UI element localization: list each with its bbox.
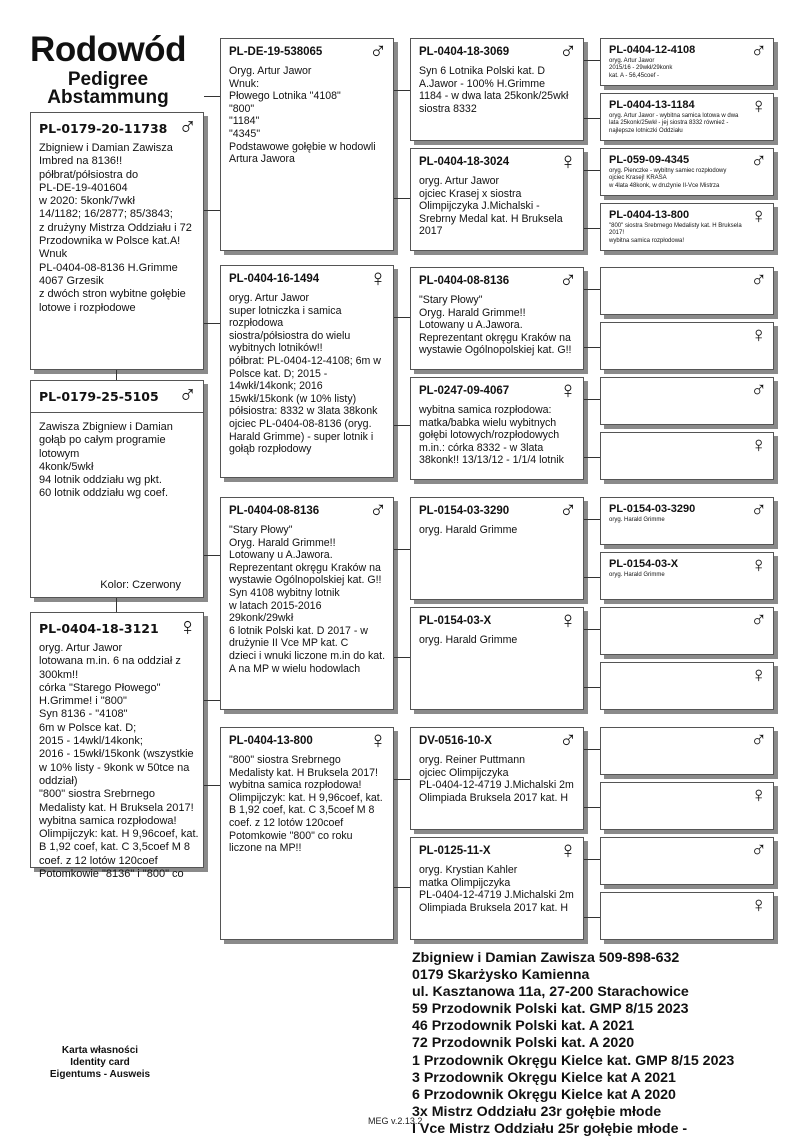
pigeon-description: oryg. Reiner Puttmann ojciec Olimpijczyka PL-0404-12-4719 J.Michalski 2m Olimpiada Bruksela 2017 kat. H [419,754,574,804]
connector-line [116,598,117,612]
owner-info-line: Zbigniew i Damian Zawisza 509-898-632 [412,950,680,966]
ring-number: PL-0247-09-4067 [419,385,510,397]
connector-line [584,347,600,348]
connector-line [394,657,410,658]
connector-line [584,917,600,918]
ring-number: PL-0125-11-X [419,845,491,857]
owner-info-line: 3x Mistrz Oddziału 23r gołębie młode [412,1103,662,1120]
female-symbol-icon: ♀ [750,552,767,577]
ring-number: PL-059-09-4345 [609,154,690,166]
version-label: MEG v.2.13.2 [368,1116,423,1126]
pigeon-card-gen2[interactable] [220,497,394,710]
pigeon-description: wybitna samica rozpłodowa: matka/babka wielu wybitnych gołębi lotowych/rozpłodowych m.in.: córka 8332 - w 3lata 38konk!! 13/13/12 - 1/1/4 lotnik [419,404,564,467]
ring-number [601,788,773,802]
connector-line [204,555,220,556]
connector-line [584,118,600,119]
female-symbol-icon: ♀ [750,782,767,807]
female-symbol-icon: ♀ [750,662,767,687]
ring-number: PL-0179-25-5105 [31,381,203,413]
connector-line [584,170,600,171]
pigeon-description: oryg. Artur Jawor 2015/16 - 29wkł/29konk kat. A - 56,45coef - [609,58,673,79]
pigeon-description: Zawisza Zbigniew i Damian gołąb po całym programie lotowym 4konk/5wkł 94 lotnik oddziału wg pkt. 60 lotnik oddziału wg coef. [39,421,173,500]
pigeon-card-gen3[interactable] [410,377,584,480]
pigeon-card-gen3[interactable] [410,148,584,251]
ring-number [601,383,773,397]
ring-number: PL-0154-03-X [609,558,679,570]
connector-line [394,198,410,199]
pigeon-card-gen4[interactable] [600,377,774,425]
pigeon-description: "Stary Płowy" Oryg. Harald Grimme!! Lotowany u A.Jawora. Reprezentant okręgu Kraków na wystawie Ogólnopolskiej kat. G!! [419,294,572,357]
male-symbol-icon: ♂ [750,497,767,522]
ring-number: PL-0404-12-4108 [609,44,696,56]
female-symbol-icon: ♀ [750,432,767,457]
female-symbol-icon: ♀ [750,203,767,228]
pigeon-description: oryg. Artur Jawor super lotniczka i samica rozpłodowa siostra/półsiostra do wielu wybitnych lotników!! półbrat: PL-0404-12-4108; 6m w Polsce kat. D; 2015 - 14wkł/14konk; 2016 15wkł/15konk (w 10% listy) półsiostra: 8332 w 3lata 38konk ojciec PL-0404-08-8136 (oryg. Harald Grimme) - super lotnik i gołąb rozpłodowy [229,292,381,456]
male-symbol-icon: ♂ [559,727,577,754]
male-symbol-icon: ♂ [178,381,197,409]
connector-line [204,96,220,97]
connector-line [584,289,600,290]
pigeon-card-gen4[interactable] [600,662,774,710]
pigeon-card-gen2[interactable] [220,38,394,251]
pigeon-card-gen3[interactable] [410,497,584,600]
connector-line [584,228,600,229]
ring-number: PL-0154-03-3290 [609,503,696,515]
ring-number [601,733,773,747]
subtitle-german: Abstammung [47,87,169,108]
ring-number: PL-0404-13-800 [229,735,313,747]
pigeon-card-gen4[interactable] [600,892,774,940]
male-symbol-icon: ♂ [750,727,767,752]
pigeon-card-gen4[interactable] [600,38,774,86]
owner-info [412,950,734,1138]
ring-number: PL-0404-18-3069 [419,46,510,58]
subtitle-english: Pedigree [67,69,149,90]
connector-line [584,749,600,750]
pigeon-card-gen1[interactable] [30,612,204,881]
connector-line [584,457,600,458]
pigeon-card-gen4[interactable] [600,837,774,885]
pigeon-card-gen4[interactable] [600,727,774,775]
male-symbol-icon: ♂ [559,267,577,294]
ring-number: PL-0179-20-11738 [39,121,168,136]
pigeon-description: oryg. Artur Jawor ojciec Krasej x siostra Olimpijczyka J.Michalski - Srebrny Medal kat. H Bruksela 2017 [419,175,563,238]
connector-line [394,90,410,91]
ring-number [601,438,773,452]
connector-line [584,687,600,688]
ring-number: PL-0404-16-1494 [229,273,320,285]
male-symbol-icon: ♂ [750,38,767,63]
connector-line [394,887,410,888]
pigeon-card-gen3[interactable] [410,607,584,710]
male-symbol-icon: ♂ [750,148,767,173]
ring-number: PL-0404-18-3121 [39,621,159,636]
pigeon-card-gen1[interactable] [30,380,204,598]
pigeon-description: oryg. Harald Grimme [609,517,665,523]
owner-info-line: I Vce Mistrz Oddziału 25r gołębie młode - [412,1120,688,1137]
pigeon-card-gen1[interactable] [30,112,204,370]
owner-info-line: 59 Przodownik Polski kat. GMP 8/15 2023 [412,1001,689,1018]
connector-line [116,370,117,380]
owner-info-line: 0179 Skarżysko Kamienna [412,967,590,984]
connector-line [584,60,600,61]
pigeon-card-gen4[interactable] [600,497,774,545]
pigeon-card-gen4[interactable] [600,93,774,141]
pigeon-card-gen4[interactable] [600,552,774,600]
identity-card-pl: Karta własności [61,1045,139,1056]
pigeon-card-gen3[interactable] [410,267,584,370]
pigeon-description: Oryg. Artur Jawor Wnuk: Płowego Lotnika "4108" "800" "1184" "4345" Podstawowe gołębie w hodowli Artura Jawora [229,65,376,166]
pigeon-description: oryg. Artur Jawor lotowana m.in. 6 na oddział z 300km!! córka "Starego Płowego" H.Grimme! i "800" Syn 8136 - "4108" 6m w Polsce kat. D; 2015 - 14wkl/14konk; 2016 - 15wkł/15konk (wszystkie w 10% listy - 9konk w 50tce na oddział) "800" siostra Srebrnego Medalisty kat. H Bruksela 2017! wybitna samica rozpłodowa! Olimpijczyk: kat. H 9,96coef, kat. B 1,92 coef, kat. C 3,5coef M 8 coef. z 12 lotów 120coef Potomkowie "8136" i "800" co [39,642,199,881]
owner-info-line: ul. Kasztanowa 11a, 27-200 Starachowice [412,984,689,1001]
male-symbol-icon: ♂ [178,113,197,141]
female-symbol-icon: ♀ [369,265,387,292]
pigeon-card-gen4[interactable] [600,267,774,315]
female-symbol-icon: ♀ [559,148,577,175]
female-symbol-icon: ♀ [750,322,767,347]
owner-info-line: 46 Przodownik Polski kat. A 2021 [412,1018,635,1035]
pigeon-card-gen4[interactable] [600,607,774,655]
pigeon-description: oryg. Harald Grimme [419,634,518,646]
pigeon-card-gen4[interactable] [600,432,774,480]
pigeon-description: "Stary Płowy" Oryg. Harald Grimme!! Lotowany u A.Jawora. Reprezentant okręgu Kraków na wystawie Ogólnopolskiej kat. G!! Syn 4108 wybitny lotnik w latach 2015-2016 29konk/29wkł 6 lotnik Polski kat. D 2017 - w drużynie II Vce MP kat. C dzieci i wnuki liczone m.in do kat. A na MP w wielu hodowlach [229,524,386,675]
connector-line [394,549,410,550]
connector-line [204,323,220,324]
ring-number: PL-0154-03-3290 [419,505,510,517]
pigeon-description: Zbigniew i Damian Zawisza Imbred na 8136!! półbrat/półsiostra do PL-DE-19-401604 w 2020: 5konk/7wkł 14/1182; 16/2877; 85/3843; z drużyny Mistrza Oddziału i 72 Przodownika w Polsce kat.A! Wnuk PL-0404-08-8136 H.Grimme 4067 Grzesik z dwóch stron wybitne gołębie lotowe i rozpłodowe [39,142,192,314]
ring-number: PL-0404-13-800 [609,209,690,221]
pigeon-description: oryg. Harald Grimme [419,524,518,536]
ring-number: PL-DE-19-538065 [229,46,323,58]
pigeon-card-gen3[interactable] [410,38,584,141]
pigeon-card-gen3[interactable] [410,837,584,940]
connector-line [394,779,410,780]
female-symbol-icon: ♀ [559,837,577,864]
male-symbol-icon: ♂ [750,267,767,292]
male-symbol-icon: ♂ [369,497,387,524]
pigeon-description: "800" siostra Srebrnego Medalisty kat. H Bruksela 2017! wybitna samica rozpłodowa! Olimpijczyk: kat. H 9,96coef, kat. B 1,92 coef, kat. C 3,5coef M 8 coef. z 12 lotów 120coef Potomkowie "800" co roku liczone na MP!! [229,754,383,855]
pigeon-card-gen4[interactable] [600,203,774,251]
ring-number: PL-0404-13-1184 [609,99,695,111]
ring-number: PL-0154-03-X [419,615,492,627]
pigeon-card-gen4[interactable] [600,148,774,196]
color-label: Kolor: Czerwony [100,579,181,591]
pigeon-description: "800" siostra Srebrnego Medalisty kat. H Bruksela 2017! wybitna samica rozpłodowa! [609,223,742,244]
ring-number: PL-0404-18-3024 [419,156,510,168]
female-symbol-icon: ♀ [178,613,197,641]
ring-number: PL-0404-08-8136 [419,275,510,287]
connector-line [204,700,220,701]
ring-number [601,328,773,342]
pigeon-description: Syn 6 Lotnika Polski kat. D A.Jawor - 100% H.Grimme 1184 - w dwa lata 25konk/25wkł siostra 8332 [419,65,569,115]
ring-number: DV-0516-10-X [419,735,492,747]
pigeon-card-gen2[interactable] [220,265,394,478]
connector-line [584,399,600,400]
female-symbol-icon: ♀ [750,892,767,917]
connector-line [584,859,600,860]
male-symbol-icon: ♂ [750,837,767,862]
connector-line [584,807,600,808]
pigeon-description: oryg. Krystian Kahler matka Olimpijczyka PL-0404-12-4719 J.Michalski 2m Olimpiada Bruksela 2017 kat. H [419,864,574,914]
male-symbol-icon: ♂ [750,377,767,402]
owner-info-line: 3 Przodownik Okręgu Kielce kat A 2021 [412,1069,676,1086]
ring-number [601,843,773,857]
pigeon-description: oryg. Harald Grimme [609,572,665,578]
female-symbol-icon: ♀ [559,377,577,404]
pigeon-card-gen3[interactable] [410,727,584,830]
male-symbol-icon: ♂ [369,38,387,65]
female-symbol-icon: ♀ [559,607,577,634]
connector-line [584,577,600,578]
owner-info-line: 1 Przodownik Okręgu Kielce kat. GMP 8/15 2023 [412,1052,735,1069]
female-symbol-icon: ♀ [750,93,767,118]
ring-number: PL-0404-08-8136 [229,505,320,517]
ring-number [601,613,773,627]
ring-number [601,668,773,682]
female-symbol-icon: ♀ [369,727,387,754]
connector-line [584,629,600,630]
page-title: Rodowód [30,30,186,69]
identity-card-en: Identity card [70,1057,130,1068]
connector-line [204,210,220,211]
connector-line [584,519,600,520]
identity-card-de: Eigentums - Ausweis [49,1069,151,1080]
identity-card-label [30,1045,170,1081]
ring-number [601,898,773,912]
pigeon-card-gen2[interactable] [220,727,394,940]
ring-number [601,273,773,287]
connector-line [394,317,410,318]
male-symbol-icon: ♂ [559,497,577,524]
connector-line [394,425,410,426]
owner-info-line: 72 Przodownik Polski kat. A 2020 [412,1035,635,1052]
male-symbol-icon: ♂ [750,607,767,632]
pigeon-description: oryg. Pienczke - wybitny samiec rozpłodowy ojciec Krasej! KRASA w 4lata 48konk, w drużynie II-Vce Mistrza [609,168,727,189]
pigeon-card-gen4[interactable] [600,322,774,370]
pigeon-description: oryg. Artur Jawor - wybitna samica lotowa w dwa lata 25konk/25wkł - jej siostra 8332 również - najlepsze lotniczki Oddziału [609,113,739,134]
owner-info-line: 6 Przodownik Okręgu Kielce kat A 2020 [412,1086,676,1103]
male-symbol-icon: ♂ [559,38,577,65]
connector-line [204,785,220,786]
pigeon-card-gen4[interactable] [600,782,774,830]
